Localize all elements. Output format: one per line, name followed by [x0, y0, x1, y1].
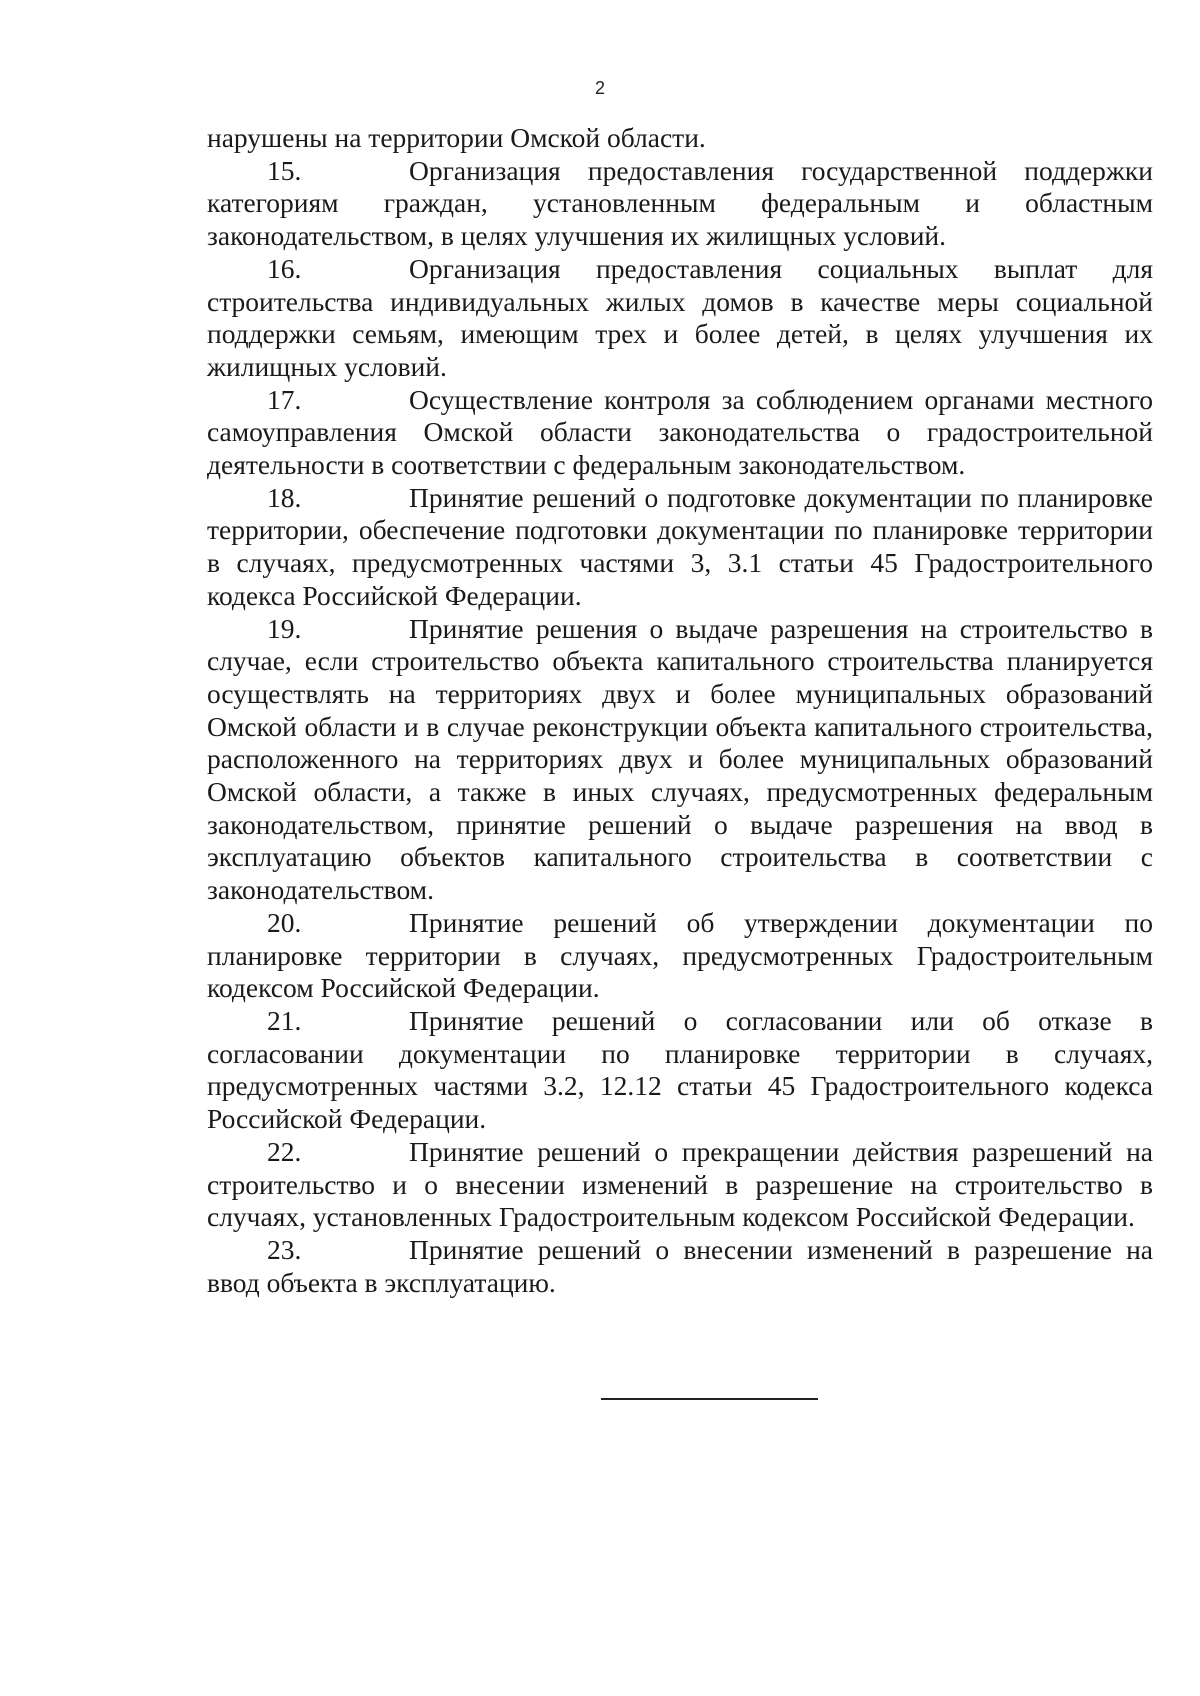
- item-text: Принятие решений о согласовании или об отказе в согласовании документации по планировке территории в случаях, предусмотренных частями 3.2, 12.12 статьи 45 Градостроительного кодекса Российской Федерации.: [207, 1004, 1153, 1135]
- item-number: 18.: [267, 481, 302, 513]
- item-text: Организация предоставления государственной поддержки категориям граждан, установленным федеральным и областным законодательством, в целях улучшения их жилищных условий.: [207, 154, 1153, 252]
- item-text: Принятие решений об утверждении документации по планировке территории в случаях, предусмотренных Градостроительным кодексом Российской Федерации.: [207, 906, 1153, 1004]
- item-number: 21.: [267, 1004, 302, 1036]
- list-item-16: [207, 253, 1153, 384]
- list-item-22: [207, 1136, 1153, 1234]
- list-item-20: [207, 907, 1153, 1005]
- end-of-document-rule: [601, 1398, 818, 1400]
- document-body: [207, 122, 1153, 1299]
- list-item-18: [207, 482, 1153, 613]
- item-text: Организация предоставления социальных выплат для строительства индивидуальных жилых домов в качестве меры социальной поддержки семьям, имеющим трех и более детей, в целях улучшения их жилищных условий.: [207, 252, 1153, 382]
- item-number: 16.: [267, 252, 302, 284]
- item-text: Принятие решений о прекращении действия разрешений на строительство и о внесении изменений в разрешение на строительство в случаях, установленных Градостроительным кодексом Российской Федерации.: [207, 1135, 1153, 1233]
- item-text: Принятие решений о подготовке документации по планировке территории, обеспечение подготовки документации по планировке территории в случаях, предусмотренных частями 3, 3.1 статьи 45 Градостроительного кодекса Российской Федерации.: [207, 481, 1153, 611]
- list-item-17: [207, 384, 1153, 482]
- list-item-19: [207, 613, 1153, 907]
- list-item-23: [207, 1234, 1153, 1299]
- page-number: 2: [594, 78, 605, 98]
- item-number: 15.: [267, 154, 302, 186]
- item-number: 22.: [267, 1135, 302, 1167]
- item-number: 19.: [267, 612, 302, 644]
- continuation-paragraph: нарушены на территории Омской области.: [207, 122, 706, 153]
- list-item-15: [207, 155, 1153, 253]
- list-item-21: [207, 1005, 1153, 1136]
- item-number: 23.: [267, 1233, 302, 1265]
- item-text: Принятие решений о внесении изменений в разрешение на ввод объекта в эксплуатацию.: [207, 1233, 1153, 1298]
- item-number: 20.: [267, 906, 302, 938]
- item-text: Принятие решения о выдаче разрешения на строительство в случае, если строительство объекта капитального строительства планируется осуществлять на территориях двух и более муниципальных образований Омской области и в случае реконструкции объекта капитального строительства, расположенного на территориях двух и более муниципальных образований Омской области, а также в иных случаях, предусмотренных федеральным законодательством, принятие решений о выдаче разрешения на ввод в эксплуатацию объектов капитального строительства в соответствии с законодательством.: [207, 612, 1153, 906]
- item-number: 17.: [267, 383, 302, 415]
- item-text: Осуществление контроля за соблюдением органами местного самоуправления Омской области законодательства о градостроительной деятельности в соответствии с федеральным законодательством.: [207, 383, 1153, 481]
